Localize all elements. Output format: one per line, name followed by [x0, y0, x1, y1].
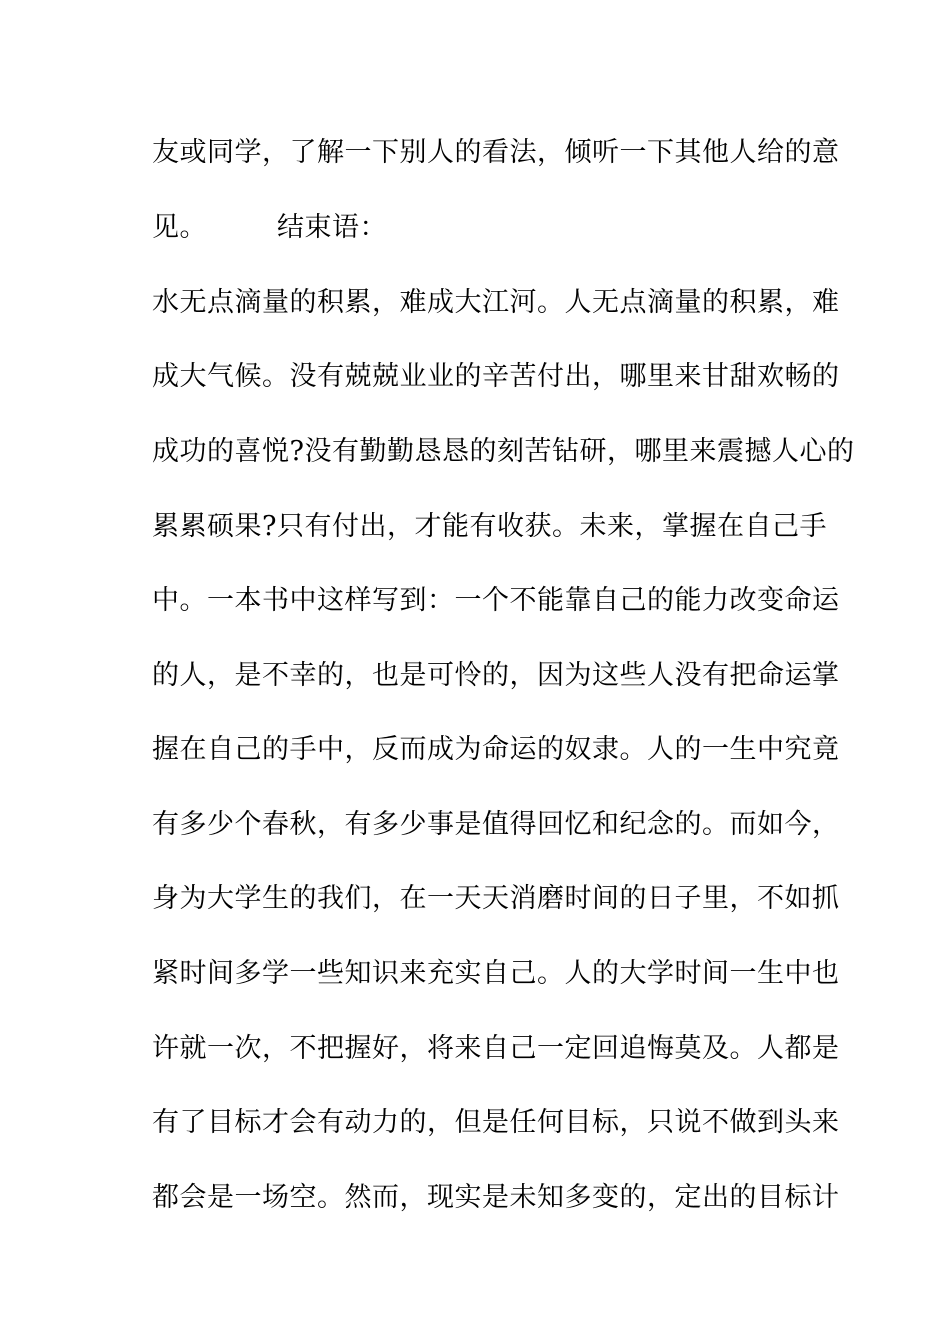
paragraph-line: 有了目标才会有动力的，但是任何目标，只说不做到头来 — [152, 1107, 840, 1138]
paragraph-line: 成功的喜悦?没有勤勤恳恳的刻苦钻研，哪里来震撼人心的 — [152, 436, 855, 467]
paragraph-line: 成大气候。没有兢兢业业的辛苦付出，哪里来甘甜欢畅的 — [152, 361, 840, 392]
paragraph-line: 身为大学生的我们，在一天天消磨时间的日子里，不如抓 — [152, 883, 840, 914]
paragraph-line: 紧时间多学一些知识来充实自己。人的大学时间一生中也 — [152, 958, 840, 989]
paragraph-line: 的人，是不幸的，也是可怜的，因为这些人没有把命运掌 — [152, 660, 840, 691]
paragraph-line: 中。一本书中这样写到：一个不能靠自己的能力改变命运 — [152, 585, 840, 616]
paragraph-line: 水无点滴量的积累，难成大江河。人无点滴量的积累，难 — [152, 287, 840, 318]
paragraph-line: 握在自己的手中，反而成为命运的奴隶。人的一生中究竟 — [152, 734, 840, 765]
conclusion-heading: 结束语： — [277, 212, 387, 243]
paragraph-line: 有多少个春秋，有多少事是值得回忆和纪念的。而如今， — [152, 809, 840, 840]
paragraph-line: 都会是一场空。然而，现实是未知多变的，定出的目标计 — [152, 1182, 840, 1213]
paragraph-line: 友或同学，了解一下别人的看法，倾听一下其他人给的意 — [152, 137, 840, 168]
paragraph-line: 累累硕果?只有付出，才能有收获。未来，掌握在自己手 — [152, 511, 827, 542]
paragraph-line-with-heading — [152, 208, 852, 248]
paragraph-end-text: 见。 — [152, 212, 207, 243]
paragraph-line: 许就一次，不把握好，将来自己一定回追悔莫及。人都是 — [152, 1033, 840, 1064]
